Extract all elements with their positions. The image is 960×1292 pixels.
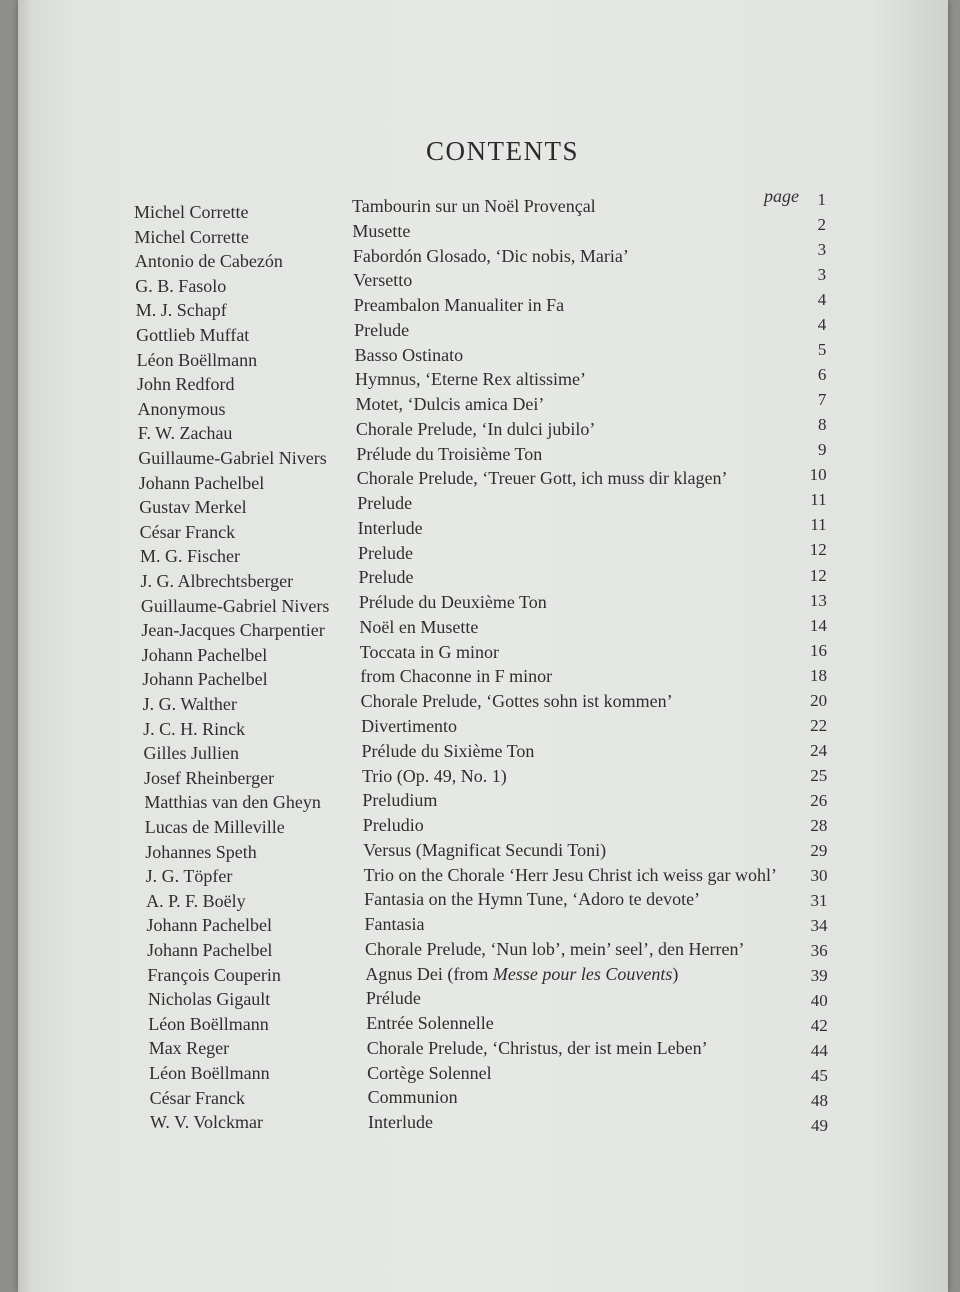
page-edge-shadow xyxy=(18,0,32,1292)
work-title xyxy=(355,345,464,366)
work-title xyxy=(366,1013,493,1034)
contents-entry xyxy=(140,540,960,570)
work-title xyxy=(362,766,507,787)
work-title xyxy=(357,468,728,489)
composer-name: G. B. Fasolo xyxy=(135,275,227,296)
composer-name: J. G. Töpfer xyxy=(145,866,233,887)
page-number: 39 xyxy=(810,965,828,985)
page-number: 12 xyxy=(809,565,827,585)
page-number: 30 xyxy=(810,865,828,885)
work-title xyxy=(359,592,547,613)
contents-entry xyxy=(142,665,960,693)
page-number: 48 xyxy=(810,1091,828,1111)
contents-entry xyxy=(147,940,960,964)
page-number: 3 xyxy=(817,240,827,260)
work-title xyxy=(362,790,437,811)
page-number: 25 xyxy=(810,765,828,785)
composer-name: Léon Boëllmann xyxy=(149,1063,270,1083)
work-title-text: Prelude xyxy=(357,493,413,514)
composer-name: Gottlieb Muffat xyxy=(136,325,250,345)
page-number: 34 xyxy=(810,915,828,935)
composer-name: Johannes Speth xyxy=(145,841,257,862)
work-title xyxy=(361,691,673,712)
contents-entry xyxy=(147,915,960,939)
work-title xyxy=(361,716,457,737)
composer-name: F. W. Zachau xyxy=(137,423,233,444)
work-title xyxy=(354,295,564,316)
work-title-text: Chorale Prelude, ‘Gottes sohn ist kommen’ xyxy=(360,691,673,712)
page-number: 22 xyxy=(810,715,828,735)
contents-entry xyxy=(148,1014,960,1038)
work-title xyxy=(355,369,586,390)
composer-name: J. G. Albrechtsberger xyxy=(140,571,294,591)
work-title-text: Fantasia xyxy=(364,914,425,935)
page-number: 26 xyxy=(810,790,828,810)
work-title-text: Prelude xyxy=(354,319,410,340)
contents-entry xyxy=(139,490,959,521)
work-title-text: Versus (Magnificat Secundi Toni) xyxy=(363,839,607,860)
work-title-text: Chorale Prelude, ‘Nun lob’, mein’ seel’, den Herren’ xyxy=(364,938,745,959)
composer-name: Jean-Jacques Charpentier xyxy=(141,620,325,641)
contents-entry xyxy=(148,989,960,1013)
contents-entry xyxy=(145,817,960,841)
work-title xyxy=(364,889,700,910)
work-title xyxy=(355,394,544,415)
page-number: 11 xyxy=(810,515,827,535)
page-number: 40 xyxy=(810,991,828,1011)
page-number: 1 xyxy=(817,190,826,209)
page-number: 2 xyxy=(817,215,827,235)
contents-entry xyxy=(143,765,960,792)
page-number: 28 xyxy=(810,815,828,835)
contents-entry xyxy=(143,740,960,767)
work-title-text: Trio on the Chorale ‘Herr Jesu Christ ich weiss gar wohl’ xyxy=(363,864,777,885)
work-title xyxy=(365,964,678,985)
composer-name: J. C. H. Rinck xyxy=(143,718,246,739)
composer-name: Lucas de Milleville xyxy=(144,817,285,837)
work-title xyxy=(367,1038,708,1059)
page-number: 18 xyxy=(810,665,827,685)
contents-entry xyxy=(147,965,960,989)
page-number: 11 xyxy=(810,490,827,510)
page-number: 12 xyxy=(809,540,827,560)
page-number: 4 xyxy=(817,315,827,335)
composer-name: W. V. Volckmar xyxy=(150,1112,264,1133)
work-title xyxy=(363,840,606,861)
work-title-text: Prélude du Deuxième Ton xyxy=(358,592,547,613)
composer-name: César Franck xyxy=(149,1087,246,1108)
composer-name: Johann Pachelbel xyxy=(138,472,265,493)
work-title-text: Noël en Musette xyxy=(359,616,479,637)
work-title-text: Communion xyxy=(367,1087,458,1108)
work-title-text: Preambalon Manualiter in Fa xyxy=(353,295,565,316)
page-number: 42 xyxy=(810,1016,828,1036)
work-title xyxy=(363,815,424,836)
page-number: 45 xyxy=(810,1066,828,1086)
work-title xyxy=(362,741,535,762)
work-title-text: Toccata in G minor xyxy=(359,641,499,662)
work-title-text: Trio (Op. 49, No. 1) xyxy=(361,765,507,786)
page-number: 7 xyxy=(817,390,827,410)
contents-entry xyxy=(146,866,960,890)
contents-entry xyxy=(135,290,956,324)
contents-entry xyxy=(143,715,960,743)
work-title xyxy=(356,444,542,465)
work-title-text: Fantasia on the Hymn Tune, ‘Adoro te devote’ xyxy=(364,889,701,910)
page-number: 31 xyxy=(810,890,828,910)
work-title-italic: Messe pour les Couvents xyxy=(492,963,673,984)
page-number: 20 xyxy=(810,690,828,710)
page-number: 14 xyxy=(809,615,827,635)
work-title-text: Interlude xyxy=(368,1112,433,1133)
page-number: 36 xyxy=(810,940,828,960)
composer-name: François Couperin xyxy=(147,964,281,985)
contents-entry xyxy=(146,891,960,915)
work-title-text: Prélude xyxy=(365,988,421,1009)
contents-entry xyxy=(142,690,960,718)
composer-name: Michel Corrette xyxy=(134,226,249,247)
work-title xyxy=(366,988,421,1009)
work-title-text: Prélude du Troisième Ton xyxy=(356,443,543,464)
work-title-text: Basso Ostinato xyxy=(354,344,464,365)
page-title: CONTENTS xyxy=(426,136,579,166)
page-number: 44 xyxy=(810,1041,828,1061)
composer-name: Michel Corrette xyxy=(134,202,249,222)
composer-name: Guillaume-Gabriel Nivers xyxy=(140,595,330,616)
contents-entry xyxy=(149,1038,960,1062)
contents-entry xyxy=(149,1063,960,1087)
page-column-label: page xyxy=(764,186,799,206)
work-title-text: from Chaconne in F minor xyxy=(360,666,553,687)
contents-entry xyxy=(140,565,960,595)
work-title-text: Prélude du Sixième Ton xyxy=(361,740,535,761)
work-title-text: Fabordón Glosado, ‘Dic nobis, Maria’ xyxy=(352,245,629,266)
work-title xyxy=(364,865,777,886)
work-title-text: Preludio xyxy=(362,815,424,836)
composer-name: Anonymous xyxy=(137,398,226,419)
work-title xyxy=(353,246,629,267)
contents-entry xyxy=(134,240,955,275)
page-number: 49 xyxy=(811,1116,828,1136)
contents-entry xyxy=(144,792,960,816)
work-title-text: Preludium xyxy=(362,790,438,811)
page-number: 16 xyxy=(809,640,827,660)
contents-entry xyxy=(136,315,956,349)
work-title-text: Chorale Prelude, ‘Christus, der ist mein Leben’ xyxy=(366,1037,708,1058)
page-number: 13 xyxy=(809,590,827,610)
work-title xyxy=(359,617,478,638)
work-title xyxy=(360,642,499,663)
composer-name: John Redford xyxy=(137,374,235,395)
page-number: 24 xyxy=(810,740,828,760)
composer-name: A. P. F. Boëly xyxy=(146,890,246,911)
work-title xyxy=(352,221,410,242)
work-title-text: Cortège Solennel xyxy=(367,1062,492,1083)
contents-entry xyxy=(139,515,960,546)
composer-name: Gustav Merkel xyxy=(139,497,247,518)
composer-name: M. G. Fischer xyxy=(140,546,241,567)
page-number: 8 xyxy=(817,415,827,435)
work-title xyxy=(358,518,423,539)
page-number: 3 xyxy=(817,265,827,285)
page-number: 5 xyxy=(817,340,827,360)
work-title xyxy=(368,1112,433,1133)
contents-entry xyxy=(140,590,960,620)
contents-entry xyxy=(150,1088,960,1112)
work-title xyxy=(358,543,413,564)
work-title-text: Tambourin sur un Noël Provençal xyxy=(352,196,596,216)
work-title xyxy=(357,493,412,514)
work-title-text: Chorale Prelude, ‘In dulci jubilo’ xyxy=(355,418,596,439)
composer-name: Max Reger xyxy=(148,1038,230,1059)
page-number: 9 xyxy=(818,440,827,460)
work-title xyxy=(360,666,552,687)
composer-name: Johann Pachelbel xyxy=(141,644,268,665)
work-title-text: Prelude xyxy=(358,567,414,588)
work-title xyxy=(365,939,745,960)
work-title-text: Prelude xyxy=(358,542,414,563)
composer-name: Antonio de Cabezón xyxy=(134,251,283,272)
work-title-text: Divertimento xyxy=(361,716,458,736)
page-number: 10 xyxy=(809,465,827,485)
composer-name: Gilles Jullien xyxy=(143,743,239,764)
contents-entry xyxy=(137,415,958,447)
composer-name: Léon Boëllmann xyxy=(148,1013,269,1034)
work-title xyxy=(352,196,596,217)
work-title xyxy=(356,419,595,440)
work-title xyxy=(365,914,425,935)
work-title-text: Chorale Prelude, ‘Treuer Gott, ich muss dir klagen’ xyxy=(356,468,728,489)
composer-name: M. J. Schapf xyxy=(135,300,227,321)
composer-name: Johann Pachelbel xyxy=(146,940,273,960)
contents-entry xyxy=(145,839,960,866)
contents-entry xyxy=(137,365,957,398)
composer-name: Johann Pachelbel xyxy=(142,669,268,690)
contents-entry xyxy=(138,465,959,497)
work-title-text: Agnus Dei (from xyxy=(365,963,493,984)
composer-name: Johann Pachelbel xyxy=(146,915,272,936)
composer-name: Matthias van den Gheyn xyxy=(144,792,321,813)
work-title-text: Motet, ‘Dulcis amica Dei’ xyxy=(355,394,545,415)
contents-entry xyxy=(141,640,960,669)
page-number: 29 xyxy=(810,840,828,860)
work-title xyxy=(353,270,412,291)
work-title-text: Versetto xyxy=(353,270,413,291)
work-title-suffix: ) xyxy=(672,963,679,984)
work-title xyxy=(367,1063,491,1084)
composer-name: Guillaume-Gabriel Nivers xyxy=(138,448,327,468)
composer-name: Nicholas Gigault xyxy=(147,989,271,1010)
contents-entry xyxy=(150,1112,960,1136)
page-number: 6 xyxy=(817,365,827,385)
work-title xyxy=(368,1087,458,1108)
composer-name: César Franck xyxy=(139,521,236,542)
work-title-text: Entrée Solennelle xyxy=(366,1013,494,1034)
work-title-text: Interlude xyxy=(357,517,423,538)
composer-name: Josef Rheinberger xyxy=(143,767,275,788)
work-title-text: Hymnus, ‘Eterne Rex altissime’ xyxy=(355,369,586,390)
composer-name: Léon Boëllmann xyxy=(136,349,258,370)
composer-name: J. G. Walther xyxy=(142,694,237,714)
work-title xyxy=(358,567,413,588)
page-number: 4 xyxy=(817,290,827,310)
work-title xyxy=(354,320,409,341)
contents-entry xyxy=(141,615,960,644)
work-title-text: Musette xyxy=(352,220,411,241)
